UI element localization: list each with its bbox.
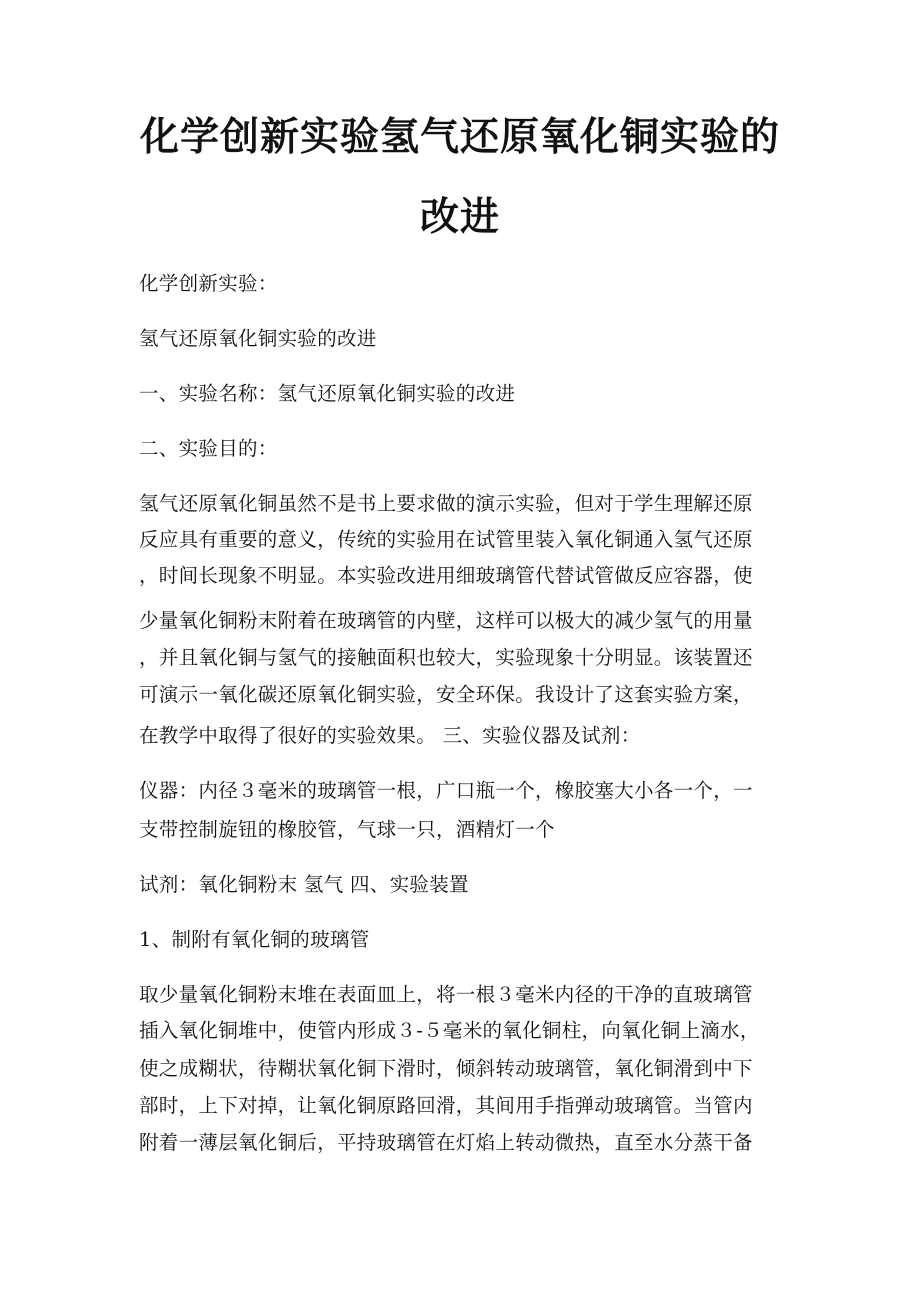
paragraph-line: 附着一薄层氧化铜后，平持玻璃管在灯焰上转动微热，直至水分蒸干备: [139, 1131, 753, 1154]
paragraph-line: 插入氧化铜堆中，使管内形成３-５毫米的氧化铜柱，向氧化铜上滴水，: [139, 1019, 760, 1042]
section-heading: 一、实验名称：氢气还原氧化铜实验的改进: [139, 382, 516, 405]
paragraph-line: 取少量氧化铜粉末堆在表面皿上，将一根３毫米内径的干净的直玻璃管: [139, 983, 753, 1006]
paragraph-line: 氢气还原氧化铜虽然不是书上要求做的演示实验，但对于学生理解还原: [139, 492, 753, 515]
paragraph-line: 可演示一氧化碳还原氧化铜实验，安全环保。我设计了这套实验方案，: [139, 683, 753, 706]
heading-line: 氢气还原氧化铜实验的改进: [139, 327, 377, 350]
section-heading: 1、制附有氧化铜的玻璃管: [139, 928, 370, 951]
paragraph-line: 反应具有重要的意义，传统的实验用在试管里装入氧化铜通入氢气还原: [139, 528, 753, 551]
section-heading: 二、实验目的：: [139, 437, 278, 460]
heading-line: 化学创新实验：: [139, 272, 278, 295]
paragraph-line: 在教学中取得了很好的实验效果。 三、实验仪器及试剂：: [139, 724, 641, 747]
paragraph-line: 使之成糊状，待糊状氧化铜下滑时，倾斜转动玻璃管，氧化铜滑到中下: [139, 1057, 753, 1080]
paragraph-line: 仪器：内径３毫米的玻璃管一根，广口瓶一个，橡胶塞大小各一个，一: [139, 779, 753, 802]
paragraph-line: 部时，上下对掉，让氧化铜原路回滑，其间用手指弹动玻璃管。当管内: [139, 1094, 753, 1117]
paragraph-line: 支带控制旋钮的橡胶管，气球一只，酒精灯一个: [139, 818, 555, 841]
paragraph-line: ，并且氧化铜与氢气的接触面积也较大，实验现象十分明显。该装置还: [139, 646, 753, 669]
paragraph-line: 试剂：氧化铜粉末 氢气 四、实验装置: [139, 873, 469, 896]
paragraph-line: 少量氧化铜粉末附着在玻璃管的内壁，这样可以极大的减少氢气的用量: [139, 609, 753, 632]
paragraph-line: ，时间长现象不明显。本实验改进用细玻璃管代替试管做反应容器，使: [139, 564, 753, 587]
document-title: 化学创新实验氢气还原氧化铜实验的改进: [139, 115, 780, 240]
